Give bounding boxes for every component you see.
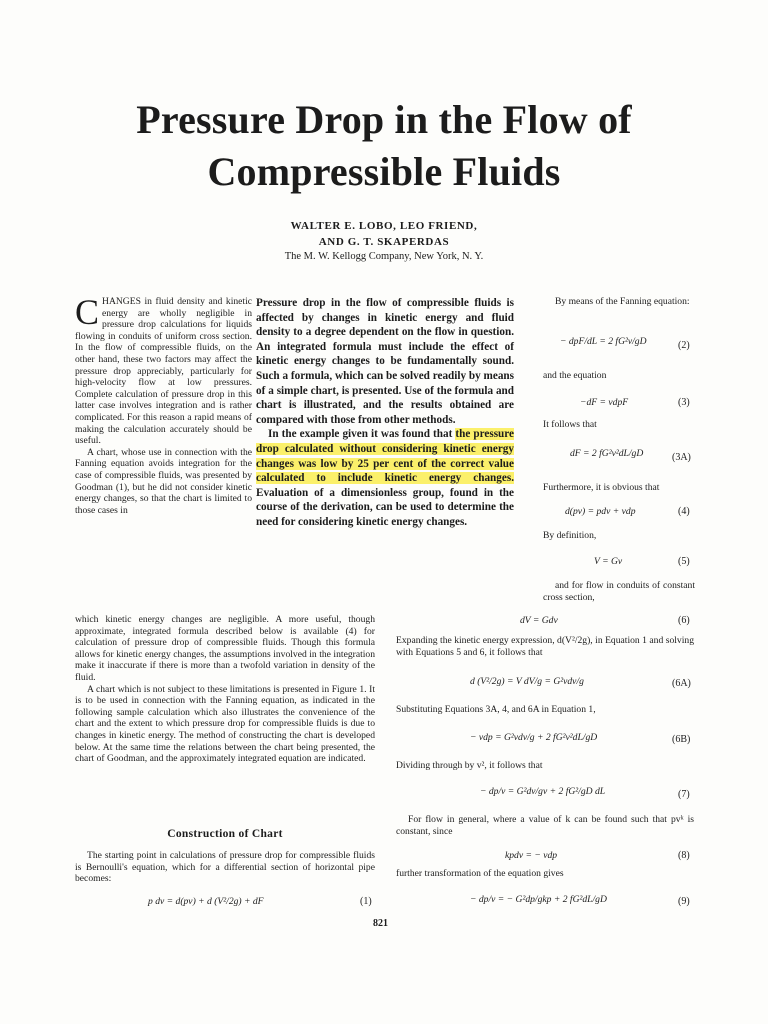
equation-number-6a: (6A) [672, 678, 691, 689]
abstract-p2-end: Evaluation of a dimensionless group, found in the course of the derivation, can be used to determine the need for considering kinetic energy changes. [256, 486, 514, 528]
intro-column [75, 292, 252, 516]
right-text-2: and the equation [543, 370, 607, 381]
right-text-8: Substituting Equations 3A, 4, and 6A in Equation 1, [396, 704, 596, 715]
right-text-6 [543, 580, 695, 603]
bernoulli-intro: The starting point in calculations of pressure drop for compressible fluids is Bernoulli's equation, which for a differential section of horizontal pipe becomes: [75, 850, 375, 885]
equation-3: −dF = vdpF [580, 397, 629, 408]
equation-number-9: (9) [678, 896, 690, 907]
equation-8: kpdv = − vdp [505, 850, 558, 861]
authors-line-1: WALTER E. LOBO, LEO FRIEND, [290, 220, 478, 232]
title-line-2: Compressible Fluids [207, 149, 561, 194]
right-paragraph-1: By means of the Fanning equation: [555, 296, 690, 307]
right-paragraph-6: and for flow in conduits of constant cross section, [543, 580, 695, 603]
abstract-paragraph-1: Pressure drop in the flow of compressible fluids is affected by changes in kinetic energy and fluid density to a degree dependent on the flow in question. An integrated formula must include the effect of kinetic energy changes to be fundamentally sound. Such a formula, which can be solved readily by means of a simple chart, is presented. Use of the formula and chart is illustrated, and the results obtained are compared with those from other methods. [256, 297, 514, 426]
intro-paragraph-2: A chart, whose use in connection with the Fanning equation avoids integration for the case of compressible fluids, was presented by Goodman (1), but he did not consider kinetic energy changes, so that the chart is limited to those cases in [75, 446, 252, 516]
equation-number-6: (6) [678, 615, 690, 626]
equation-number-8: (8) [678, 850, 690, 861]
right-text-5: By definition, [543, 530, 597, 541]
abstract-p2-start: In the example given it was found that [268, 428, 456, 441]
equation-6b: − vdp = G²vdv/g + 2 fG²v²dL/gD [470, 732, 598, 743]
abstract [256, 296, 514, 530]
equation-3a: dF = 2 fG²v²dL/gD [570, 448, 644, 459]
right-text-10 [396, 814, 694, 837]
equation-number-3: (3) [678, 397, 690, 408]
affiliation: The M. W. Kellogg Company, New York, N. Y. [284, 251, 484, 262]
equation-number-7: (7) [678, 789, 690, 800]
right-text-3: It follows that [543, 419, 597, 430]
authors-line-2: AND G. T. SKAPERDAS [318, 236, 450, 248]
right-text-7: Expanding the kinetic energy expression, d(V²/2g), in Equation 1 and solving with Equations 5 and 6, it follows that [396, 635, 694, 658]
equation-6: dV = Gdv [520, 615, 558, 626]
equation-6a: d (V²/2g) = V dV/g = G²vdv/g [470, 676, 584, 687]
body-paragraph-3 [75, 850, 375, 885]
section-heading: Construction of Chart [167, 828, 283, 840]
equation-7: − dp/v = G²dv/gv + 2 fG²/gD dL [480, 786, 606, 797]
right-text-1 [543, 296, 693, 308]
right-text-9: Dividing through by v², it follows that [396, 760, 543, 771]
equation-1: p dv = d(pv) + d (V²/2g) + dF [148, 896, 264, 907]
body-paragraph-2: A chart which is not subject to these limitations is presented in Figure 1. It is to be used in connection with the Fanning equation, as indicated in the following sample calculation which also illustrates the convenience of the chart and the extent to which pressure drop for compressible fluids is due to changes in kinetic energy. The method of constructing the chart is developed below. At the same time the relations between the chart being presented, the chart of Goodman, and the approximately integrated equation are indicated. [75, 683, 375, 765]
equation-number-1: (1) [360, 896, 372, 907]
highlighted-text: the pressure drop calculated without considering kinetic energy changes was low by 25 per cent of the correct value calculated to include kinetic energy changes. [256, 428, 514, 485]
right-paragraph-10: For flow in general, where a value of k can be found such that pvᵏ is constant, since [396, 814, 694, 837]
intro-paragraph-1: HANGES in fluid density and kinetic energy are wholly negligible in pressure drop calculations for liquids flowing in conduits of uniform cross section. In the flow of compressible fluids, on the other hand, these two factors may affect the pressure drop appreciably, particularly for high-velocity flow at low pressures. Complete calculation of pressure drop in this latter case involves integration and is rather complicated. For this reason a rapid means of making the calculation accurately should be useful. [75, 296, 252, 447]
body-lower-left [75, 614, 375, 765]
page-number: 821 [373, 918, 388, 929]
equation-4: d(pv) = pdv + vdp [565, 506, 636, 517]
equation-number-4: (4) [678, 506, 690, 517]
equation-number-2: (2) [678, 340, 690, 351]
dropcap: C [75, 292, 100, 332]
equation-number-5: (5) [678, 556, 690, 567]
right-text-11: further transformation of the equation gives [396, 868, 564, 879]
equation-2: − dpF/dL = 2 fG²v/gD [560, 336, 647, 347]
equation-5: V = Gv [594, 556, 623, 567]
equation-9: − dp/v = − G²dp/gkp + 2 fG²dL/gD [470, 894, 607, 905]
equation-number-6b: (6B) [672, 734, 691, 745]
right-text-4: Furthermore, it is obvious that [543, 482, 660, 493]
equation-number-3a: (3A) [672, 452, 691, 463]
title-line-1: Pressure Drop in the Flow of [136, 97, 632, 142]
body-paragraph-1: which kinetic energy changes are negligible. A more useful, though approximate, integrated formula described below is available (4) for calculation of pressure drop of compressible fluids. Though this formula allows for kinetic energy changes, the assumptions involved in the integration make it inaccurate if there is more than a twofold variation in density of the fluid. [75, 614, 375, 683]
